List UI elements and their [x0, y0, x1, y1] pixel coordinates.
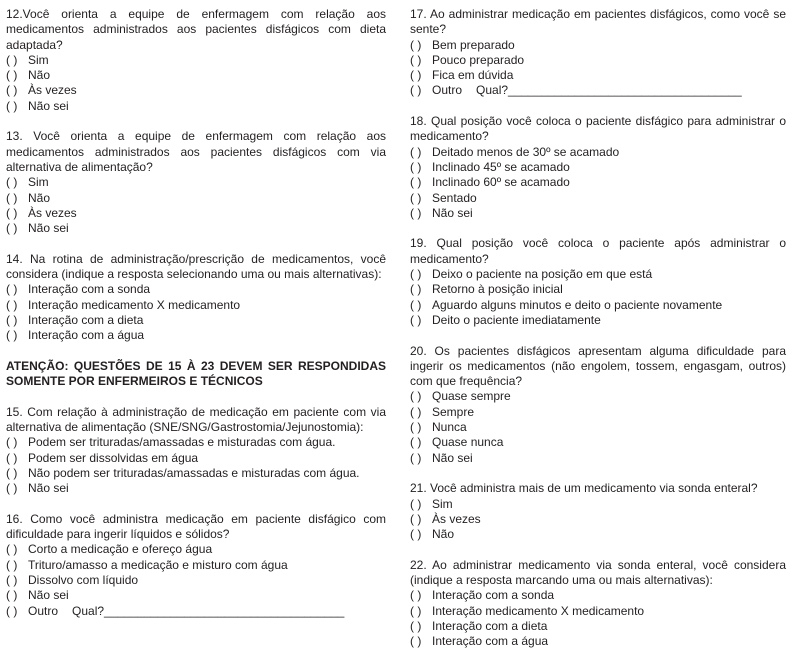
- option-label: Interação com a dieta: [432, 618, 548, 633]
- option-label: Interação medicamento X medicamento: [28, 297, 241, 312]
- checkbox[interactable]: ( ): [410, 312, 422, 327]
- question-20: [410, 344, 786, 466]
- option-label: Nunca: [432, 420, 467, 435]
- answer-option[interactable]: [410, 191, 786, 206]
- checkbox[interactable]: ( ): [410, 603, 422, 618]
- checkbox[interactable]: ( ): [410, 37, 422, 52]
- answer-option[interactable]: [410, 267, 786, 282]
- checkbox[interactable]: ( ): [6, 98, 18, 113]
- checkbox[interactable]: ( ): [6, 557, 18, 572]
- option-label: Dissolvo com líquido: [28, 572, 139, 587]
- option-label: Deito o paciente imediatamente: [432, 312, 601, 327]
- option-label: Não sei: [28, 221, 69, 236]
- attention-notice: ATENÇÃO: QUESTÕES DE 15 À 23 DEVEM SER RESPONDIDAS SOMENTE POR ENFERMEIROS E TÉCNICOS: [6, 358, 386, 389]
- question-text: 17. Ao administrar medicação em pacientes disfágicos, como você se sente?: [410, 7, 786, 37]
- question-text: 20. Os pacientes disfágicos apresentam alguma dificuldade para ingerir os medicamentos (não engolem, tossem, engasgam, outros) com que frequência?: [410, 343, 786, 389]
- left-column: [6, 7, 386, 634]
- checkbox[interactable]: ( ): [410, 297, 422, 312]
- option-label: Trituro/amasso a medicação e misturo com água: [28, 557, 288, 572]
- option-label: Sim: [432, 496, 453, 511]
- answer-option[interactable]: [6, 435, 386, 450]
- answer-option[interactable]: [6, 206, 386, 221]
- question-13: [6, 129, 386, 236]
- answer-option[interactable]: [410, 298, 786, 313]
- checkbox[interactable]: ( ): [6, 312, 18, 327]
- answer-option[interactable]: [410, 512, 786, 527]
- question-17: [410, 7, 786, 99]
- answer-option[interactable]: [6, 313, 386, 328]
- option-label: Não sei: [28, 481, 69, 496]
- option-label: Deitado menos de 30º se acamado: [432, 144, 620, 159]
- answer-option[interactable]: [6, 83, 386, 98]
- checkbox[interactable]: ( ): [410, 634, 422, 649]
- checkbox[interactable]: ( ): [6, 83, 18, 98]
- answer-option[interactable]: [6, 466, 386, 481]
- option-label: Sim: [28, 175, 49, 190]
- question-text: 18. Qual posição você coloca o paciente disfágico para administrar o medicamento?: [410, 114, 786, 144]
- answer-option-other[interactable]: [6, 604, 386, 619]
- checkbox[interactable]: ( ): [6, 450, 18, 465]
- option-label: Sentado: [432, 190, 477, 205]
- checkbox[interactable]: ( ): [6, 205, 18, 220]
- option-label: Não: [432, 527, 455, 542]
- checkbox[interactable]: ( ): [410, 52, 422, 67]
- answer-option[interactable]: [6, 68, 386, 83]
- answer-option[interactable]: [6, 175, 386, 190]
- answer-option[interactable]: [6, 191, 386, 206]
- checkbox[interactable]: ( ): [6, 282, 18, 297]
- option-label: Outro: [28, 603, 59, 618]
- answer-option[interactable]: [410, 451, 786, 466]
- option-label: Sim: [28, 52, 49, 67]
- option-label: Outro: [432, 83, 463, 98]
- checkbox[interactable]: ( ): [6, 190, 18, 205]
- question-16: [6, 512, 386, 619]
- option-label: Retorno à posição inicial: [432, 282, 563, 297]
- checkbox[interactable]: ( ): [410, 144, 422, 159]
- answer-option[interactable]: [6, 328, 386, 343]
- question-14: [6, 252, 386, 344]
- checkbox[interactable]: ( ): [410, 68, 422, 83]
- answer-option[interactable]: [6, 298, 386, 313]
- answer-option[interactable]: [410, 619, 786, 634]
- answer-option[interactable]: [410, 604, 786, 619]
- question-text: 15. Com relação à administração de medicação em paciente com via alternativa de alimentação (SNE/SNG/Gastrostomia/Jejunostomia):: [6, 404, 386, 435]
- answer-option[interactable]: [410, 405, 786, 420]
- answer-option[interactable]: [410, 497, 786, 512]
- question-text: 16. Como você administra medicação em paciente disfágico com dificuldade para ingerir líquidos e sólidos?: [6, 511, 386, 542]
- option-label: Não: [28, 68, 51, 83]
- checkbox[interactable]: ( ): [6, 328, 18, 343]
- checkbox[interactable]: ( ): [410, 205, 422, 220]
- checkbox[interactable]: ( ): [410, 190, 422, 205]
- option-label: Não: [28, 190, 51, 205]
- question-12: [6, 7, 386, 114]
- question-text: 21. Você administra mais de um medicamento via sonda enteral?: [410, 481, 758, 496]
- answer-option[interactable]: [6, 588, 386, 603]
- checkbox[interactable]: ( ): [410, 496, 422, 511]
- checkbox[interactable]: ( ): [410, 175, 422, 190]
- option-label: Interação medicamento X medicamento: [432, 603, 645, 618]
- checkbox[interactable]: ( ): [410, 618, 422, 633]
- answer-option[interactable]: [410, 145, 786, 160]
- checkbox[interactable]: ( ): [410, 282, 422, 297]
- answer-option[interactable]: [6, 221, 386, 236]
- question-text: 19. Qual posição você coloca o paciente após administrar o medicamento?: [410, 236, 786, 266]
- checkbox[interactable]: ( ): [410, 267, 422, 282]
- answer-option[interactable]: [410, 527, 786, 542]
- option-label: Pouco preparado: [432, 52, 525, 67]
- option-label: Podem ser trituradas/amassadas e misturadas com água.: [28, 435, 336, 450]
- answer-option[interactable]: [6, 542, 386, 557]
- checkbox[interactable]: ( ): [410, 83, 422, 98]
- checkbox[interactable]: ( ): [410, 435, 422, 450]
- answer-option[interactable]: [410, 389, 786, 404]
- option-label: Não sei: [432, 205, 473, 220]
- checkbox[interactable]: ( ): [410, 389, 422, 404]
- question-19: [410, 236, 786, 328]
- checkbox[interactable]: ( ): [6, 542, 18, 557]
- checkbox[interactable]: ( ): [410, 450, 422, 465]
- checkbox[interactable]: ( ): [410, 159, 422, 174]
- question-15: [6, 405, 386, 497]
- option-label: Interação com a dieta: [28, 312, 144, 327]
- option-label: Inclinado 60º se acamado: [432, 175, 570, 190]
- option-label: Deixo o paciente na posição em que está: [432, 267, 653, 282]
- option-label: Às vezes: [432, 511, 481, 526]
- answer-option[interactable]: [410, 68, 786, 83]
- question-21: [410, 481, 786, 542]
- checkbox[interactable]: ( ): [6, 435, 18, 450]
- option-label: Às vezes: [28, 83, 77, 98]
- checkbox[interactable]: ( ): [6, 221, 18, 236]
- answer-option[interactable]: [410, 435, 786, 450]
- option-label: Podem ser dissolvidas em água: [28, 450, 199, 465]
- checkbox[interactable]: ( ): [6, 481, 18, 496]
- answer-option[interactable]: [410, 38, 786, 53]
- option-label: Não podem ser trituradas/amassadas e misturadas com água.: [28, 465, 360, 480]
- option-label: Quase nunca: [432, 435, 504, 450]
- option-label: Interação com a água: [28, 328, 145, 343]
- checkbox[interactable]: ( ): [6, 297, 18, 312]
- option-label: Interação com a sonda: [432, 588, 555, 603]
- answer-option[interactable]: [410, 634, 786, 649]
- option-label: Corto a medicação e ofereço água: [28, 542, 213, 557]
- option-label: Não sei: [28, 98, 69, 113]
- answer-option[interactable]: [410, 588, 786, 603]
- answer-option[interactable]: [410, 420, 786, 435]
- answer-option[interactable]: [410, 282, 786, 297]
- question-text: 22. Ao administrar medicamento via sonda enteral, você considera (indique a resposta marcando uma ou mais alternativas):: [410, 557, 786, 587]
- option-label: Inclinado 45º se acamado: [432, 159, 570, 174]
- checkbox[interactable]: ( ): [6, 603, 18, 618]
- question-text: 13. Você orienta a equipe de enfermagem com relação aos medicamentos administrados aos pacientes disfágicos com via alternativa de alimentação?: [6, 129, 386, 174]
- option-label: Bem preparado: [432, 37, 515, 52]
- checkbox[interactable]: ( ): [410, 404, 422, 419]
- option-label: Não sei: [28, 588, 69, 603]
- answer-option[interactable]: [6, 53, 386, 68]
- checkbox[interactable]: ( ): [6, 175, 18, 190]
- answer-option[interactable]: [6, 573, 386, 588]
- other-text-field[interactable]: Qual?___________________________________: [476, 83, 742, 98]
- checkbox[interactable]: ( ): [410, 588, 422, 603]
- option-label: Sempre: [432, 404, 475, 419]
- checkbox[interactable]: ( ): [410, 527, 422, 542]
- right-column: [410, 7, 786, 665]
- answer-option[interactable]: [410, 313, 786, 328]
- checkbox[interactable]: ( ): [6, 68, 18, 83]
- checkbox[interactable]: ( ): [6, 52, 18, 67]
- checkbox[interactable]: ( ): [6, 572, 18, 587]
- answer-option[interactable]: [6, 451, 386, 466]
- checkbox[interactable]: ( ): [410, 420, 422, 435]
- answer-option[interactable]: [410, 175, 786, 190]
- option-label: Aguardo alguns minutos e deito o paciente novamente: [432, 297, 723, 312]
- answer-option[interactable]: [410, 160, 786, 175]
- checkbox[interactable]: ( ): [410, 511, 422, 526]
- answer-option-other[interactable]: [410, 83, 786, 98]
- question-text: 12.Você orienta a equipe de enfermagem com relação aos medicamentos administrados aos pacientes disfágicos com dieta adaptada?: [6, 7, 386, 52]
- option-label: Quase sempre: [432, 389, 511, 404]
- checkbox[interactable]: ( ): [6, 588, 18, 603]
- option-label: Interação com a sonda: [28, 282, 151, 297]
- answer-option[interactable]: [410, 53, 786, 68]
- question-text: 14. Na rotina de administração/prescrição de medicamentos, você considera (indique a resposta selecionando uma ou mais alternativas):: [6, 251, 386, 282]
- other-text-field[interactable]: Qual?____________________________________: [72, 603, 345, 618]
- checkbox[interactable]: ( ): [6, 465, 18, 480]
- answer-option[interactable]: [6, 99, 386, 114]
- option-label: Não sei: [432, 450, 473, 465]
- option-label: Às vezes: [28, 205, 77, 220]
- answer-option[interactable]: [6, 282, 386, 297]
- option-label: Interação com a água: [432, 634, 549, 649]
- question-18: [410, 114, 786, 221]
- answer-option[interactable]: [6, 481, 386, 496]
- option-label: Fica em dúvida: [432, 68, 514, 83]
- answer-option[interactable]: [410, 206, 786, 221]
- question-22: [410, 558, 786, 650]
- answer-option[interactable]: [6, 558, 386, 573]
